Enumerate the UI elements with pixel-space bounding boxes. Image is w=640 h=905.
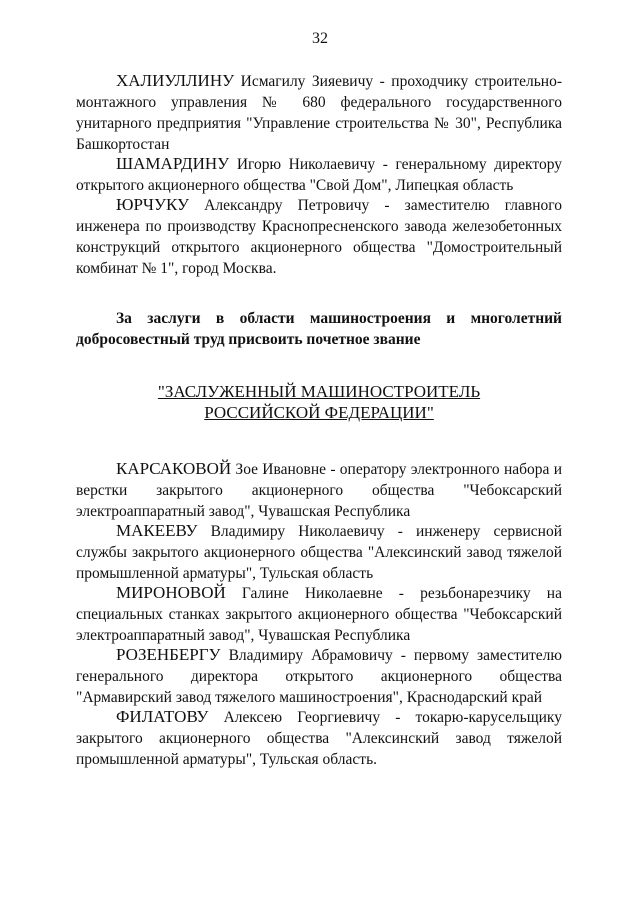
recipient-details: Александру Петровичу - заместителю главного инженера по производству Краснопресненского завода железобетонных конструкций открытого акционерного общества "Домостроительный комбинат № 1", город Москва. <box>76 197 562 277</box>
recipient-surname: ХАЛИУЛЛИНУ <box>116 71 235 90</box>
recipient-surname: КАРСАКОВОЙ <box>116 459 232 478</box>
honorary-title-line2: РОССИЙСКОЙ ФЕДЕРАЦИИ" <box>204 403 434 422</box>
recipient-surname: ЮРЧУКУ <box>116 195 190 214</box>
recipient-details: Владимиру Николаевичу - инженеру сервисной службы закрытого акционерного общества "Алексинский завод тяжелой промышленной арматуры", Тульская область <box>76 523 562 582</box>
recipient-details: Галине Николаевне - резьбонарезчику на специальных станках закрытого акционерного общества "Чебоксарский электроаппаратный завод", Чувашская Республика <box>76 585 562 644</box>
page-number: 32 <box>312 30 328 47</box>
award-entry-mironova <box>76 582 562 646</box>
award-entry-makeev <box>76 520 562 584</box>
honorary-title <box>76 381 562 423</box>
award-entry-khaliullin <box>76 70 562 155</box>
award-entry-filatov <box>76 706 562 770</box>
recipient-details: Зое Ивановне - оператору электронного набора и верстки закрытого акционерного общества "Чебоксарский электроаппаратный завод", Чувашская Республика <box>76 461 562 520</box>
recipient-details: Игорю Николаевичу - генеральному директору открытого акционерного общества "Свой Дом", Липецкая область <box>76 156 562 194</box>
recipient-details: Алексею Георгиевичу - токарю-карусельщику закрытого акционерного общества "Алексинский завод тяжелой промышленной арматуры", Тульская область. <box>76 709 562 768</box>
award-entry-karsakova <box>76 458 562 522</box>
award-entry-shamardin <box>76 153 562 196</box>
recipient-surname: РОЗЕНБЕРГУ <box>116 645 221 664</box>
award-entry-rozenberg <box>76 644 562 708</box>
recipient-details: Исмагилу Зияевичу - проходчику строительно-монтажного управления № 680 федерального государственного унитарного предприятия "Управление строительства № 30", Республика Башкортостан <box>76 73 562 153</box>
recipient-surname: ФИЛАТОВУ <box>116 707 209 726</box>
decree-statement: За заслуги в области машиностроения и многолетний добросовестный труд присвоить почетное звание <box>76 310 562 348</box>
award-entry-yurchuk <box>76 194 562 279</box>
recipient-details: Владимиру Абрамовичу - первому заместителю генерального директора открытого акционерного общества "Армавирский завод тяжелого машиностроения", Краснодарский край <box>76 647 562 706</box>
recipient-surname: МИРОНОВОЙ <box>116 583 226 602</box>
honorary-title-line1: "ЗАСЛУЖЕННЫЙ МАШИНОСТРОИТЕЛЬ <box>157 382 481 401</box>
recipient-surname: ШАМАРДИНУ <box>116 154 230 173</box>
recipient-surname: МАКЕЕВУ <box>116 521 198 540</box>
